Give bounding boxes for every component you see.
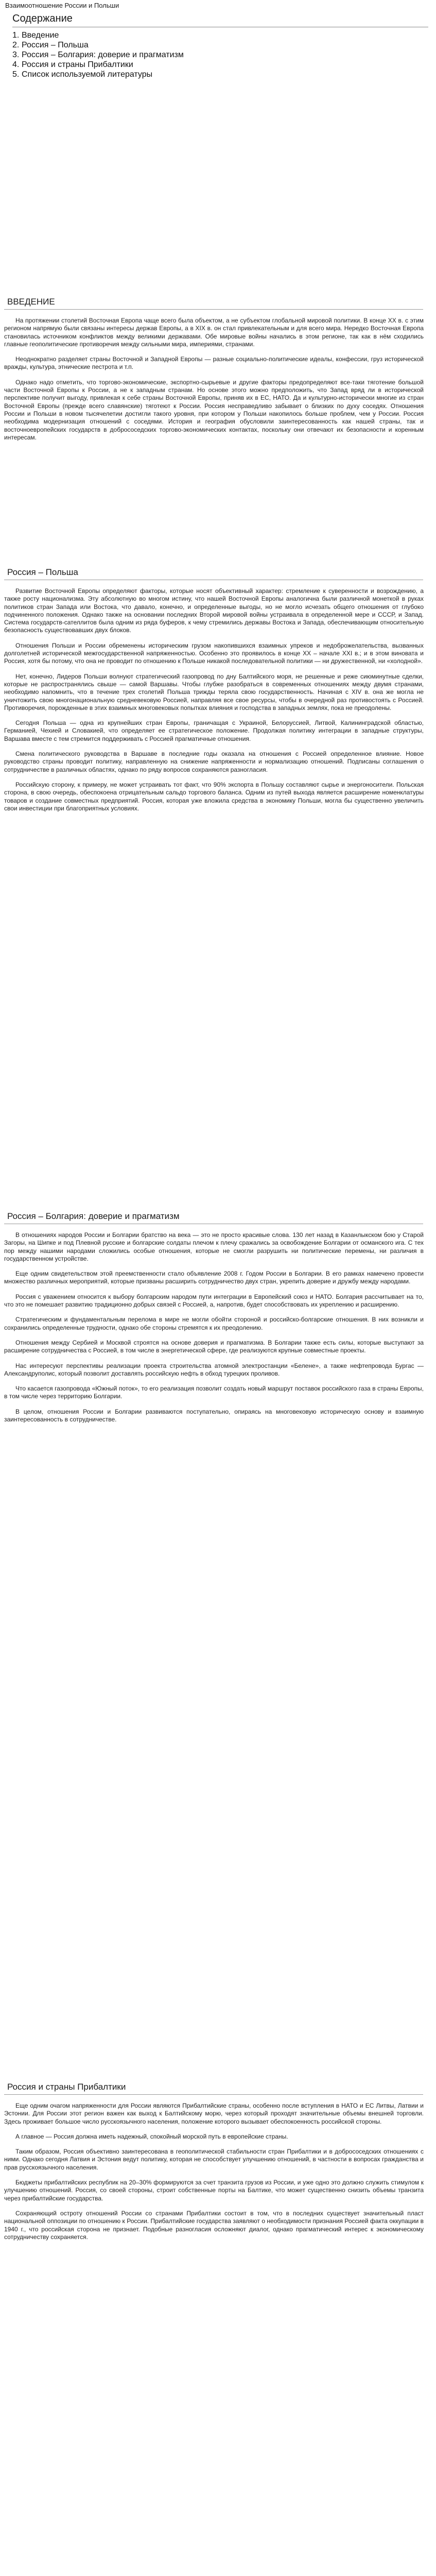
paragraph: Россия с уважением относится к выбору болгарским народом пути интеграции в Европейский союз и НАТО. Болгария рассчитывает на то, что это не помешает развитию традиционно добрых связей с Россией, а, напротив, будет способствовать их укреплению и расширению. bbox=[4, 1293, 424, 1309]
paragraph: Неоднократно разделяет страны Восточной и Западной Европы — разные социально-политические идеалы, конфессии, груз исторической вражды, культура, этнические пестрота и т.п. bbox=[4, 355, 424, 371]
section-heading: Россия и страны Прибалтики bbox=[4, 2081, 423, 2095]
paragraph: Бюджеты прибалтийских республик на 20–30% формируются за счет транзита грузов из России, и уже одно это должно служить стимулом к улучшению отношений. Россия, со своей стороны, строит собственные порты на Балтике, что может существенно снизить объемы транзита через прибалтийские государства. bbox=[4, 2179, 424, 2202]
toc-item-label: Россия – Польша bbox=[22, 41, 89, 49]
toc-item[interactable] bbox=[12, 60, 434, 70]
toc-item[interactable] bbox=[12, 40, 434, 50]
section-heading: Россия – Польша bbox=[4, 567, 423, 580]
table-of-contents bbox=[12, 12, 434, 79]
toc-item-label: Введение bbox=[22, 31, 59, 40]
paragraph: Смена политического руководства в Варшаве в последние годы оказала на отношения с Россией определенное влияние. Новое руководство страны проводит политику, направленную на снижение напряженности и нормализацию отношений. Подписаны соглашения о сотрудничестве в различных областях, однако по ряду вопросов сохраняются разногласия. bbox=[4, 750, 424, 773]
paragraph: А главное — Россия должна иметь надежный, спокойный морской путь в европейские страны. bbox=[15, 2132, 288, 2140]
section-heading: ВВЕДЕНИЕ bbox=[4, 296, 423, 310]
paragraph: Развитие Восточной Европы определяют факторы, которые носят объективный характер: стремление к суверенности и возрождению, а также росту национализма. Эту абсолютную во многом истину, что нашей Восточной Европы аналогична были различной монеткой в руках политиков стран Запада или Востока, что давало, конечно, и определенные выгоды, но не могло исчезать общего отношения от глубоко подчиненного положения. Однако также на основании последних Второй мировой войны устраивала в определенной мере и СССР, и Запад. Система государств-сателлитов была одним из ряда буферов, к чему стремились державы Востока и Запада, обеспечивающим относительную безопасность существовавших двух блоков. bbox=[4, 587, 424, 634]
paragraph: На протяжении столетий Восточная Европа чаще всего была объектом, а не субъектом глобальной мировой политики. В конце XX в. с этим регионом напрямую были связаны интересы держав Европы, а в XIX в. он стал привлекательным и для всего мира. Нередко Восточная Европа становилась источником конфликтов между великими державами. Обе мировые войны начались в этом регионе, так как в нём сходились главные геополитические противоречия между сильными мира, империями, странами. bbox=[4, 317, 424, 348]
paragraph: Сохраняющий остроту отношений России со странами Прибалтики состоит в том, что в последних существует значительный пласт национальной оппозиции по отношению к России. Прибалтийские государства заявляют о необходимости признания Россией факта оккупации в 1940 г., что российская сторона не признает. Подобные разногласия осложняют диалог, однако прагматический интерес к экономическому сотрудничеству сохраняется. bbox=[4, 2209, 424, 2241]
toc-item-number: 5. bbox=[12, 70, 20, 79]
toc-item-label: Список используемой литературы bbox=[22, 70, 153, 79]
toc-heading: Содержание bbox=[12, 12, 428, 27]
section-russia-poland bbox=[4, 567, 424, 820]
toc-item-number: 4. bbox=[12, 60, 20, 69]
paragraph: Нас интересуют перспективы реализации проекта строительства атомной электростанции «Белене», а также нефтепровода Бургас — Александруполис, который позволит доставлять российскую нефть в обход турецких проливов. bbox=[4, 1362, 424, 1377]
paragraph: Однако надо отметить, что торгово-экономические, экспортно-сырьевые и другие факторы предопределяют все-таки тяготение большой части Восточной Европы к России, а не к западным странам. Но основе этого можно предположить, что Запад вряд ли в исторической перспективе получит выгоду, привлекая к себе страны Восточной Европы, приняв их в ЕС, НАТО. Да и культурно-исторически многие из стран Восточной Европы (прежде всего славянские) тяготеют к России. Россия несправедливо забывает о близких по духу соседях. Отношения России и Польши в новом тысячелетии достигли такого уровня, при котором у Польши накопилось больше проблем, чем у России. Россия необходима модернизация отношений с соседями. История и география обусловили заинтересованность как нашей страны, так и восточноевропейских государств в добрососедских торгово-экономических контактах, поскольку они отвечают их безопасности и коренным интересам. bbox=[4, 378, 424, 441]
toc-item-number: 1. bbox=[12, 31, 20, 40]
toc-item[interactable] bbox=[12, 50, 434, 60]
paragraph: В отношениях народов России и Болгарии братство на века — это не просто красивые слова. 130 лет назад в Казанлыкском бою у Старой Загоры, на Шипке и под Плевной русские и болгарские солдаты плечом к плечу сражались за освобождение Болгарии от османского ига. С тех пор между нашими народами сложились особые отношения, которые не смогли разрушить ни политические перемены, ни различия в государственном устройстве. bbox=[4, 1231, 424, 1262]
paragraph: Отношения между Сербией и Москвой строятся на основе доверия и прагматизма. В Болгарии также есть силы, которые выступают за расширение сотрудничества с Россией, в том числе в энергетической сфере, где реализуются крупные совместные проекты. bbox=[4, 1338, 424, 1354]
paragraph: В целом, отношения России и Болгарии развиваются поступательно, опираясь на многовековую историческую основу и взаимную заинтересованность в сотрудничестве. bbox=[4, 1408, 424, 1423]
paragraph: Российскую сторону, к примеру, не может устраивать тот факт, что 90% экспорта в Польшу составляют сырье и энергоносители. Польская сторона, в свою очередь, обеспокоена отрицательным сальдо торгового баланса. Одним из путей выхода является расширение номенклатуры товаров и создание совместных предприятий. Россия, которая уже вложила средства в экономику Польши, могла бы существенно увеличить свои инвестиции при благоприятных условиях. bbox=[4, 781, 424, 812]
section-heading: Россия – Болгария: доверие и прагматизм bbox=[4, 1211, 423, 1224]
paragraph: Отношения Польши и России обременены историческим грузом накопившихся взаимных упреков и недоброжелательства, вызванных долголетней исторической межгосударственной напряженностью. Особенно это проявилось в конце XX – начале XXI в.; и в этом виновата и Россия, хотя бы потому, что она не проводит по отношению к Польше никакой последовательной политики — ни дружественной, ни «холодной». bbox=[4, 641, 424, 665]
paragraph: Еще одним свидетельством этой преемственности стало объявление 2008 г. Годом России в Болгарии. В его рамках намечено провести множество различных мероприятий, которые призваны расширить сотрудничество двух стран, укрепить доверие и дружбу между народами. bbox=[4, 1270, 424, 1285]
paragraph: Еще одним очагом напряженности для России являются Прибалтийские страны, особенно после вступления в НАТО и ЕС Литвы, Латвии и Эстонии. Для России этот регион важен как выход к Балтийскому морю, через который проходят значительные объемы внешней торговли. Здесь проживает большое число русскоязычного населения, положение которого вызывает обеспокоенность российской стороны. bbox=[4, 2102, 424, 2125]
toc-item-label: Россия – Болгария: доверие и прагматизм bbox=[22, 50, 184, 59]
toc-item[interactable] bbox=[12, 30, 434, 40]
toc-item[interactable] bbox=[12, 70, 434, 79]
document-title: Взаимоотношение России и Польши bbox=[5, 2, 119, 9]
toc-item-label: Россия и страны Прибалтики bbox=[22, 60, 133, 69]
paragraph: Таким образом, Россия объективно заинтересована в геополитической стабильности стран Прибалтики и в добрососедских отношениях с ними. Однако сегодня Латвия и Эстония ведут политику, которая не способствует улучшению отношений, в частности в вопросах гражданства и прав русскоязычного населения. bbox=[4, 2148, 424, 2171]
section-russia-bulgaria bbox=[4, 1211, 424, 1431]
paragraph: Что касается газопровода «Южный поток», то его реализация позволит создать новый маршрут поставок российского газа в страны Европы, в том числе через территорию Болгарии. bbox=[4, 1385, 424, 1400]
toc-list bbox=[12, 30, 434, 79]
paragraph: Нет, конечно, Лидеров Польши волнуют стратегический газопровод по дну Балтийского моря, не решенные и реже сиюминутные сделки, которые не распространялись свыше — самой Варшавы. Чтобы глубже разобраться в современных отношениях между двумя странами, необходимо напомнить, что в течение трех столетий Польша трижды теряла свою государственность. Начиная с XIV в. она же могла не уничтожить свою многонациональную средневековую Россией, направляя все свое ресурсы, чтобы в очередной раз противостоять с Россией. Противоречия, порожденные в этих взаимных многовековых попытках влияния и господства в западных землях, пока не преодолены. bbox=[4, 672, 424, 711]
paragraph: Сегодня Польша — одна из крупнейших стран Европы, граничащая с Украиной, Белоруссией, Литвой, Калининградской областью, Германией, Чехией и Словакией, что определяет ее стратегическое положение. Продолжая политику интеграции в западные структуры, Варшава вместе с тем стремится поддерживать с Россией прагматичные отношения. bbox=[4, 719, 424, 742]
section-introduction bbox=[4, 296, 424, 449]
paragraph: Стратегическим и фундаментальным перелома в мире не могли обойти стороной и российско-болгарские отношения. В них возникли и сохранились определенные трудности, однако обе стороны стремятся к их преодолению. bbox=[4, 1316, 424, 1331]
toc-item-number: 2. bbox=[12, 41, 20, 49]
toc-item-number: 3. bbox=[12, 50, 20, 59]
section-russia-baltic bbox=[4, 2081, 424, 2248]
